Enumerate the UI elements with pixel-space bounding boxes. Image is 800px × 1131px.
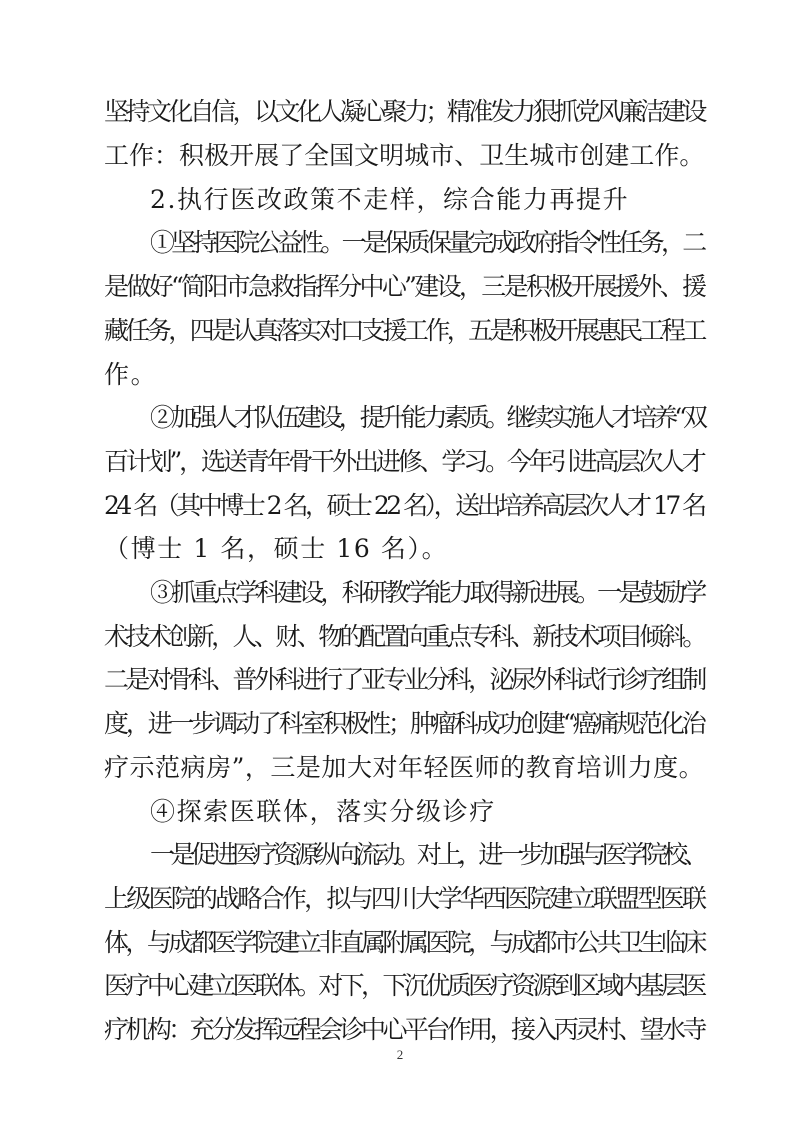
text-line: （博士 1 名，硕士 16 名）。 [104,534,449,563]
text-line: 二是对骨科、普外科进行了亚专业分科，泌尿外科试行诊疗组制 [104,665,704,694]
text-line: 藏任务，四是认真落实对口支援工作，五是积极开展惠民工程工 [104,316,704,345]
text-line: 术技术创新，人、财、物的配置向重点专科、新技术项目倾斜。 [104,622,704,651]
text-line: ①坚持医院公益性。一是保质保量完成政府指令性任务，二 [150,228,704,257]
text-line: 一是促进医疗资源纵向流动。对上，进一步加强与医学院校、 [150,840,705,869]
text-line: 是做好“简阳市急救指挥分中心”建设，三是积极开展援外、援 [104,272,705,301]
text-line: 作。 [104,360,158,389]
section-heading: 2.执行医改政策不走样，综合能力再提升 [150,185,630,214]
text-line: 上级医院的战略合作，拟与四川大学华西医院建立联盟型医联 [104,884,705,913]
text-line: 度，进一步调动了科室积极性；肿瘤科成功创建“癌痛规范化治 [104,709,704,738]
text-line: 疗示范病房”，三是加大对年轻医师的教育培训力度。 [104,753,705,782]
text-line: 24 名（其中博士 2 名，硕士 22 名），送出培养高层次人才 17 名 [104,491,704,520]
section-heading: ④探索医联体，落实分级诊疗 [150,797,496,826]
page-number: 2 [396,1047,404,1062]
text-line: 坚持文化自信，以文化人凝心聚力；精准发力狠抓党风廉洁建设 [104,97,704,126]
text-line: 工作：积极开展了全国文明城市、卫生城市创建工作。 [104,141,705,170]
text-line: 疗机构：充分发挥远程会诊中心平台作用，接入丙灵村、望水寺 [104,1015,704,1044]
text-line: 医疗中心建立医联体。对下，下沉优质医疗资源到区域内基层医 [104,971,704,1000]
text-line: 百计划”，选送青年骨干外出进修、学习。今年引进高层次人才 [104,447,704,476]
text-line: ③抓重点学科建设，科研教学能力取得新进展。一是鼓励学 [150,578,704,607]
text-line: ②加强人才队伍建设，提升能力素质。继续实施人才培养“双 [150,403,704,432]
text-line: 体，与成都医学院建立非直属附属医院，与成都市公共卫生临床 [104,928,704,957]
